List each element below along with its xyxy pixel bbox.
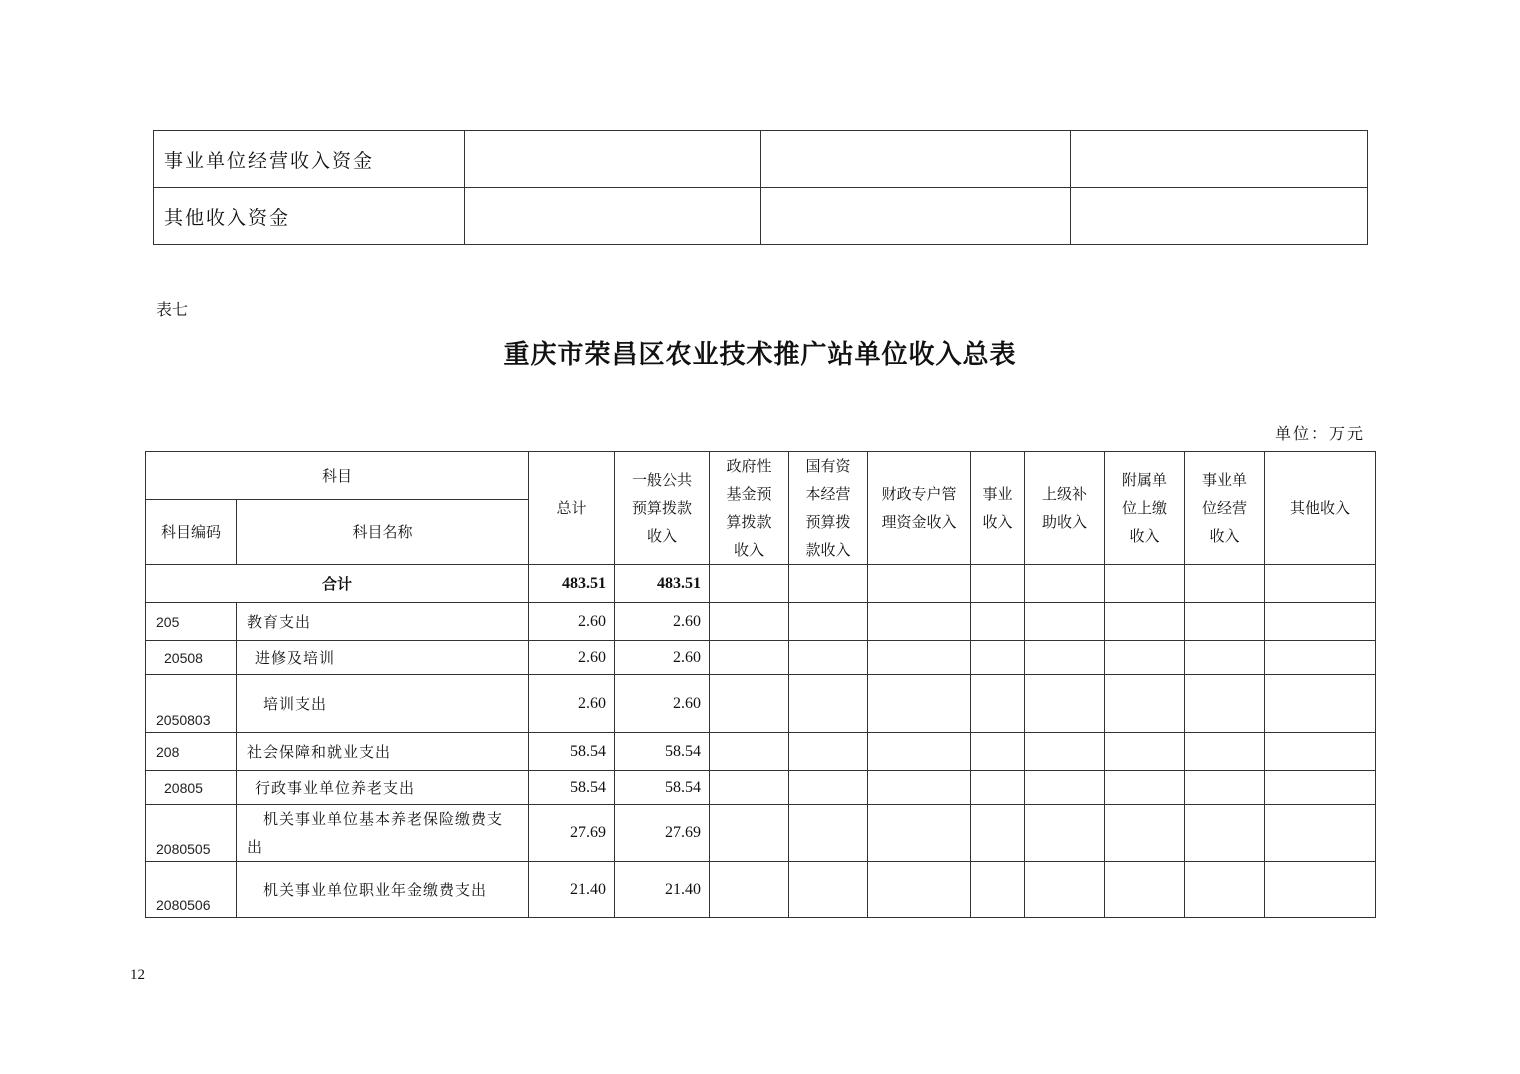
header-subject-name: 科目名称 [237,500,529,565]
row-label: 其他收入资金 [154,188,465,245]
general-value: 2.60 [615,675,710,733]
general-value: 27.69 [615,805,710,862]
subject-code: 205 [146,603,237,641]
general-value: 2.60 [615,641,710,675]
header-state-capital: 国有资 本经营 预算拨 款收入 [789,452,868,565]
subject-code: 2050803 [146,675,237,733]
header-gov-fund: 政府性 基金预 算拨款 收入 [710,452,789,565]
general-value: 483.51 [615,565,710,603]
page-number: 12 [130,967,145,983]
subject-code: 2080505 [146,805,237,862]
header-operating: 事业单 位经营 收入 [1185,452,1265,565]
table-row [154,188,1368,245]
header-affiliated: 附属单 位上缴 收入 [1105,452,1185,565]
subject-name: 机关事业单位基本养老保险缴费支出 [237,805,529,862]
general-value: 58.54 [615,733,710,771]
total-value: 2.60 [529,675,615,733]
subject-name: 进修及培训 [237,641,529,675]
header-subject-code: 科目编码 [146,500,237,565]
table-row [146,641,1376,675]
total-value: 21.40 [529,862,615,918]
subject-name: 社会保障和就业支出 [237,733,529,771]
subject-code: 20805 [146,771,237,805]
subject-code: 2080506 [146,862,237,918]
header-other: 其他收入 [1265,452,1376,565]
subject-name: 行政事业单位养老支出 [237,771,529,805]
general-value: 21.40 [615,862,710,918]
table-label: 表七 [156,300,189,319]
header-subject: 科目 [146,452,529,500]
table-row [154,131,1368,188]
total-value: 2.60 [529,641,615,675]
header-business: 事业 收入 [971,452,1025,565]
header-total: 总计 [529,452,615,565]
table-row [146,805,1376,862]
header-row [146,452,1376,500]
total-value: 58.54 [529,771,615,805]
top-table [153,130,1368,245]
subject-code: 20508 [146,641,237,675]
general-value: 2.60 [615,603,710,641]
total-row [146,565,1376,603]
total-value: 27.69 [529,805,615,862]
total-value: 58.54 [529,733,615,771]
header-general-public: 一般公共 预算拨款 收入 [615,452,710,565]
header-fiscal-special: 财政专户管 理资金收入 [868,452,971,565]
header-superior-subsidy: 上级补 助收入 [1025,452,1105,565]
table-row [146,771,1376,805]
unit-label: 单位：万元 [1275,424,1366,443]
general-value: 58.54 [615,771,710,805]
subject-name: 培训支出 [237,675,529,733]
total-label: 合计 [146,565,529,603]
page-title: 重庆市荣昌区农业技术推广站单位收入总表 [503,340,1017,370]
income-table [145,451,1376,918]
total-value: 483.51 [529,565,615,603]
table-row [146,603,1376,641]
table-row [146,675,1376,733]
table-row [146,862,1376,918]
total-value: 2.60 [529,603,615,641]
table-row [146,733,1376,771]
subject-name: 机关事业单位职业年金缴费支出 [237,862,529,918]
subject-name: 教育支出 [237,603,529,641]
row-label: 事业单位经营收入资金 [154,131,465,188]
subject-code: 208 [146,733,237,771]
